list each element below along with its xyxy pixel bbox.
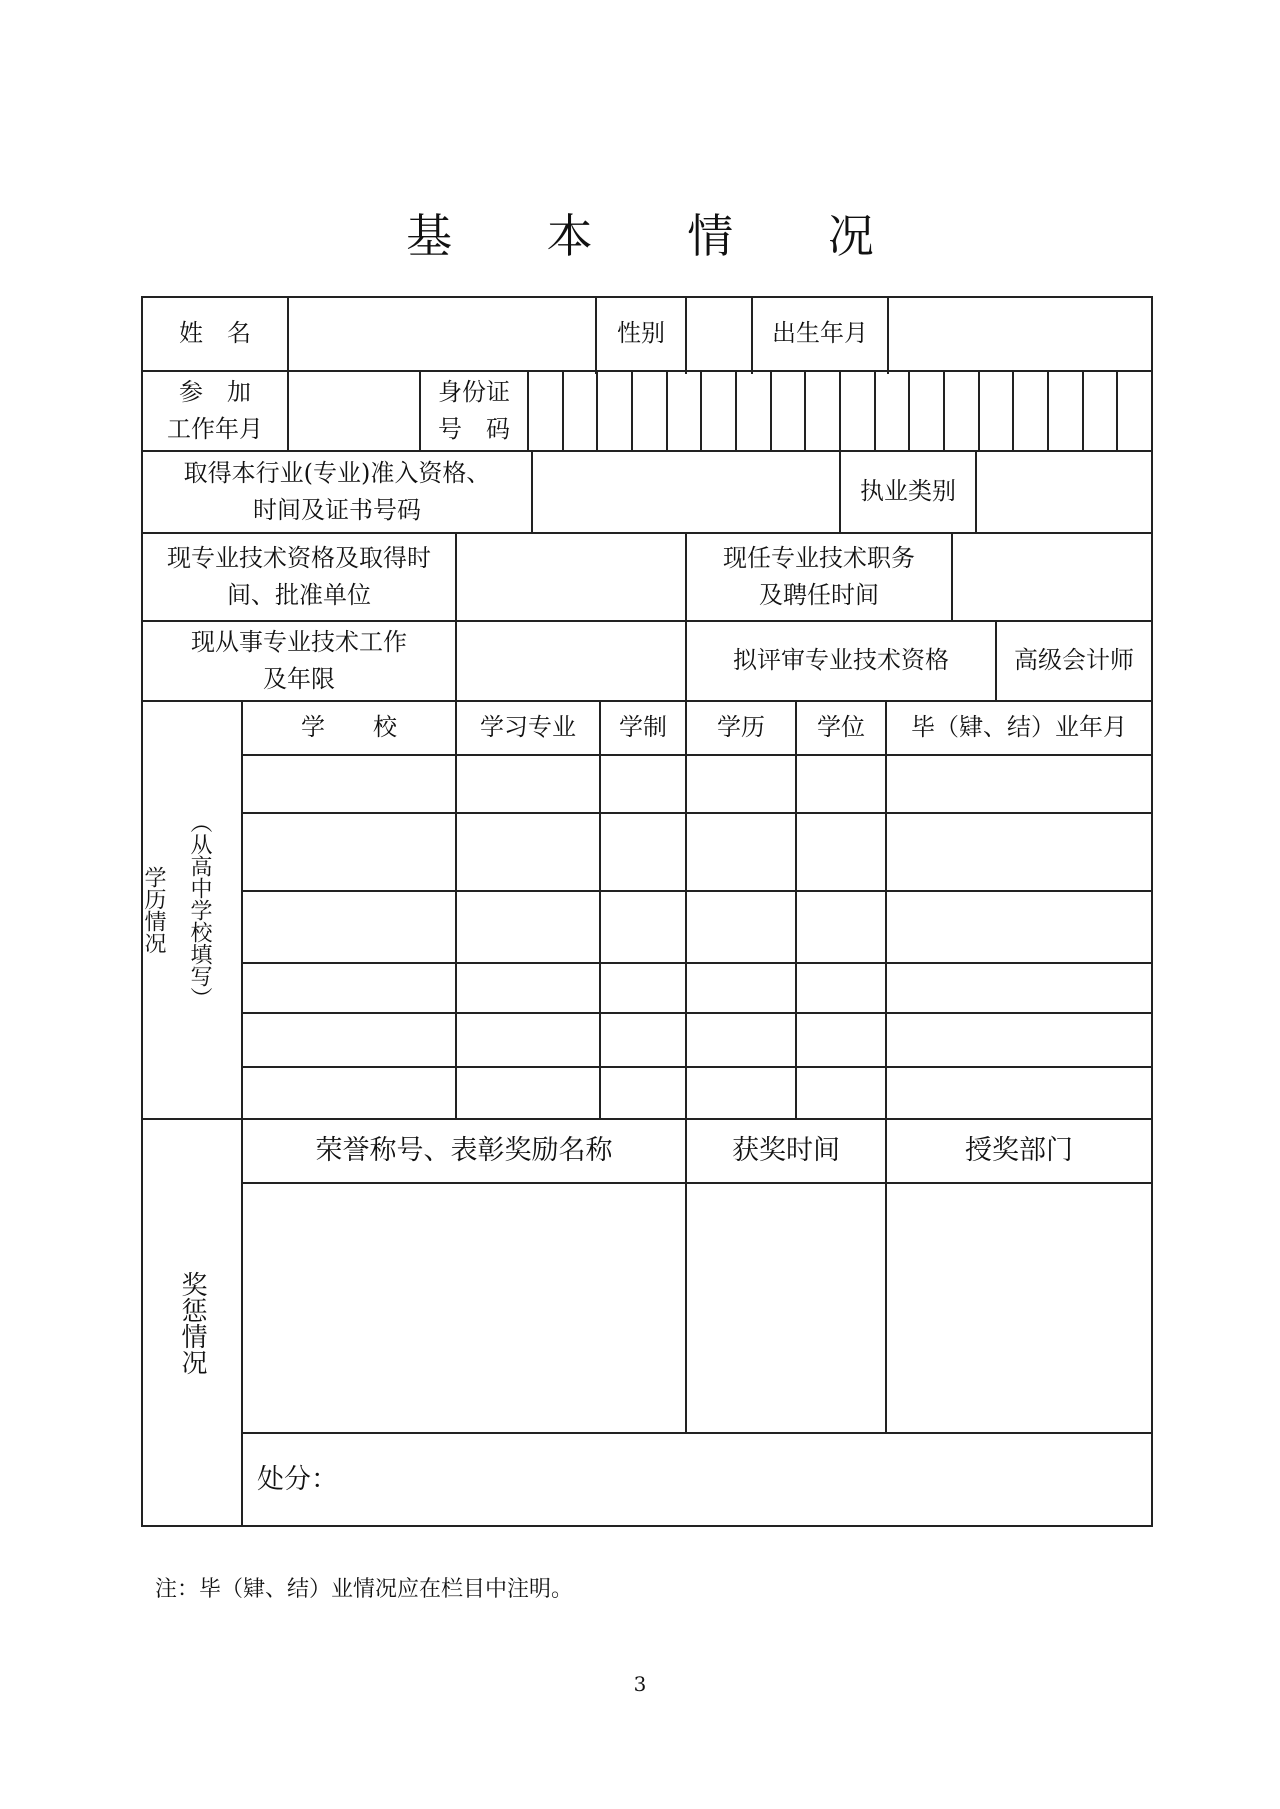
current-work-field[interactable] (457, 622, 685, 700)
current-qual-label: 现专业技术资格及取得时 间、批准单位 (167, 543, 431, 609)
awards-col-honor: 荣誉称号、表彰奖励名称 (315, 1135, 613, 1167)
id-digit-divider (1012, 370, 1014, 452)
join-work-field[interactable] (289, 372, 419, 450)
id-digit-divider (943, 370, 945, 452)
id-digit-divider (978, 370, 980, 452)
education-row[interactable] (243, 814, 1151, 890)
id-digit-divider (735, 370, 737, 452)
education-section-note: （从高中学校填写） (187, 811, 212, 1009)
proposed-qual-value: 高级会计师 (1014, 646, 1134, 675)
id-digit-divider (596, 370, 598, 452)
edu-col-education: 学历 (717, 713, 765, 742)
birth-label: 出生年月 (772, 319, 868, 348)
current-post-label: 现任专业技术职务 及聘任时间 (723, 543, 915, 609)
practice-type-label: 执业类别 (860, 477, 956, 506)
awards-dept-field[interactable] (887, 1184, 1151, 1432)
name-label: 姓 名 (179, 319, 251, 348)
practice-type-field[interactable] (977, 452, 1151, 532)
awards-col-time: 获奖时间 (732, 1135, 840, 1167)
id-digit-divider (631, 370, 633, 452)
birth-field[interactable] (889, 298, 1151, 370)
form-border (141, 1525, 1153, 1527)
page-number: 3 (633, 1672, 647, 1696)
id-digit-divider (874, 370, 876, 452)
id-digit-divider (804, 370, 806, 452)
edu-col-major: 学习专业 (480, 713, 576, 742)
id-digit-divider (527, 370, 529, 452)
license-label: 取得本行业(专业)准入资格、 时间及证书号码 (183, 458, 491, 524)
awards-section-label: 奖惩情况 (177, 1270, 207, 1375)
proposed-qual-label: 拟评审专业技术资格 (733, 646, 949, 675)
page-title: 基 本 情 况 (406, 209, 914, 263)
id-digit-divider (700, 370, 702, 452)
education-row[interactable] (243, 1014, 1151, 1066)
awards-col-dept: 授奖部门 (965, 1135, 1073, 1167)
education-row[interactable] (243, 892, 1151, 962)
edu-col-duration: 学制 (619, 713, 667, 742)
education-row[interactable] (243, 964, 1151, 1012)
current-post-field[interactable] (953, 534, 1151, 620)
id-digit-divider (666, 370, 668, 452)
join-work-label: 参 加 工作年月 (167, 377, 263, 443)
id-digit-divider (562, 370, 564, 452)
id-label: 身份证 号 码 (438, 377, 510, 443)
id-number-boxes[interactable] (527, 370, 1153, 452)
license-field[interactable] (533, 452, 839, 532)
id-digit-divider (1047, 370, 1049, 452)
id-digit-divider (1082, 370, 1084, 452)
form-border (1151, 296, 1153, 1527)
edu-col-degree: 学位 (817, 713, 865, 742)
footnote: 注：毕（肄、结）业情况应在栏目中注明。 (155, 1577, 574, 1602)
education-row[interactable] (243, 756, 1151, 812)
name-field[interactable] (289, 298, 595, 370)
gender-label: 性别 (617, 319, 665, 348)
penalty-label: 处分： (257, 1463, 338, 1495)
gender-field[interactable] (687, 298, 751, 370)
id-digit-divider (908, 370, 910, 452)
education-row[interactable] (243, 1068, 1151, 1118)
current-qual-field[interactable] (457, 534, 685, 620)
awards-honor-field[interactable] (243, 1184, 685, 1432)
education-section-label: 学历情况 (141, 866, 166, 954)
id-digit-divider (770, 370, 772, 452)
id-digit-divider (1116, 370, 1118, 452)
awards-time-field[interactable] (687, 1184, 885, 1432)
current-work-label: 现从事专业技术工作 及年限 (191, 627, 407, 693)
id-digit-divider (839, 370, 841, 452)
edu-col-school: 学 校 (301, 713, 397, 742)
edu-col-graduation: 毕（肄、结）业年月 (911, 713, 1127, 742)
basic-info-form (141, 296, 1153, 1527)
